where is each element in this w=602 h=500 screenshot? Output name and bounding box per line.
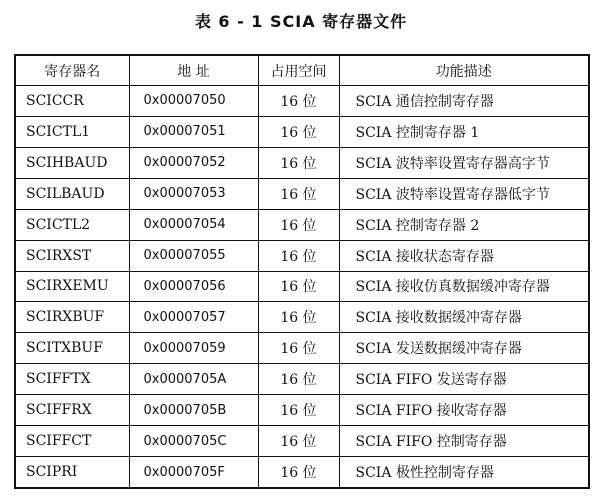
address-cell: 0x00007056 bbox=[129, 271, 258, 302]
table-row bbox=[15, 147, 589, 178]
register-table-container bbox=[14, 54, 588, 489]
size-cell: 16 位 bbox=[258, 364, 339, 395]
size-cell: 16 位 bbox=[258, 86, 339, 117]
register-name-cell: SCIPRI bbox=[15, 457, 129, 488]
description-cell: SCIA 波特率设置寄存器高字节 bbox=[339, 147, 589, 178]
description-cell: SCIA 控制寄存器 1 bbox=[339, 116, 589, 147]
table-row bbox=[15, 178, 589, 209]
table-row bbox=[15, 333, 589, 364]
address-cell: 0x0000705C bbox=[129, 426, 258, 457]
description-cell: SCIA 接收数据缓冲寄存器 bbox=[339, 302, 589, 333]
table-row bbox=[15, 86, 589, 117]
table-caption: 表 6 - 1 SCIA 寄存器文件 bbox=[194, 12, 408, 31]
table-row bbox=[15, 457, 589, 488]
register-name-cell: SCITXBUF bbox=[15, 333, 129, 364]
address-cell: 0x0000705B bbox=[129, 395, 258, 426]
address-cell: 0x0000705F bbox=[129, 457, 258, 488]
size-cell: 16 位 bbox=[258, 457, 339, 488]
header-size: 占用空间 bbox=[258, 55, 339, 86]
register-name-cell: SCIRXEMU bbox=[15, 271, 129, 302]
description-cell: SCIA 接收状态寄存器 bbox=[339, 240, 589, 271]
size-cell: 16 位 bbox=[258, 426, 339, 457]
header-register-name: 寄存器名 bbox=[15, 55, 129, 86]
address-cell: 0x0000705A bbox=[129, 364, 258, 395]
table-row bbox=[15, 240, 589, 271]
address-cell: 0x00007055 bbox=[129, 240, 258, 271]
address-cell: 0x00007053 bbox=[129, 178, 258, 209]
description-cell: SCIA FIFO 控制寄存器 bbox=[339, 426, 589, 457]
description-cell: SCIA 极性控制寄存器 bbox=[339, 457, 589, 488]
size-cell: 16 位 bbox=[258, 147, 339, 178]
description-cell: SCIA FIFO 发送寄存器 bbox=[339, 364, 589, 395]
size-cell: 16 位 bbox=[258, 116, 339, 147]
address-cell: 0x00007057 bbox=[129, 302, 258, 333]
header-description: 功能描述 bbox=[339, 55, 589, 86]
table-header-row bbox=[15, 55, 589, 86]
table-row bbox=[15, 426, 589, 457]
table-row bbox=[15, 364, 589, 395]
register-name-cell: SCICTL1 bbox=[15, 116, 129, 147]
register-name-cell: SCIFFTX bbox=[15, 364, 129, 395]
description-cell: SCIA 接收仿真数据缓冲寄存器 bbox=[339, 271, 589, 302]
size-cell: 16 位 bbox=[258, 333, 339, 364]
table-row bbox=[15, 302, 589, 333]
register-name-cell: SCIHBAUD bbox=[15, 147, 129, 178]
size-cell: 16 位 bbox=[258, 209, 339, 240]
description-cell: SCIA 通信控制寄存器 bbox=[339, 86, 589, 117]
register-name-cell: SCIFFRX bbox=[15, 395, 129, 426]
table-row bbox=[15, 209, 589, 240]
size-cell: 16 位 bbox=[258, 302, 339, 333]
header-address: 地 址 bbox=[129, 55, 258, 86]
register-name-cell: SCICCR bbox=[15, 86, 129, 117]
size-cell: 16 位 bbox=[258, 271, 339, 302]
description-cell: SCIA 控制寄存器 2 bbox=[339, 209, 589, 240]
register-name-cell: SCIRXST bbox=[15, 240, 129, 271]
size-cell: 16 位 bbox=[258, 395, 339, 426]
table-row bbox=[15, 395, 589, 426]
address-cell: 0x00007059 bbox=[129, 333, 258, 364]
size-cell: 16 位 bbox=[258, 178, 339, 209]
register-table bbox=[14, 54, 590, 489]
table-row bbox=[15, 116, 589, 147]
register-name-cell: SCIFFCT bbox=[15, 426, 129, 457]
address-cell: 0x00007051 bbox=[129, 116, 258, 147]
register-name-cell: SCILBAUD bbox=[15, 178, 129, 209]
register-name-cell: SCIRXBUF bbox=[15, 302, 129, 333]
description-cell: SCIA FIFO 接收寄存器 bbox=[339, 395, 589, 426]
size-cell: 16 位 bbox=[258, 240, 339, 271]
table-row bbox=[15, 271, 589, 302]
address-cell: 0x00007052 bbox=[129, 147, 258, 178]
address-cell: 0x00007054 bbox=[129, 209, 258, 240]
table-body bbox=[15, 86, 589, 489]
address-cell: 0x00007050 bbox=[129, 86, 258, 117]
description-cell: SCIA 波特率设置寄存器低字节 bbox=[339, 178, 589, 209]
register-name-cell: SCICTL2 bbox=[15, 209, 129, 240]
description-cell: SCIA 发送数据缓冲寄存器 bbox=[339, 333, 589, 364]
